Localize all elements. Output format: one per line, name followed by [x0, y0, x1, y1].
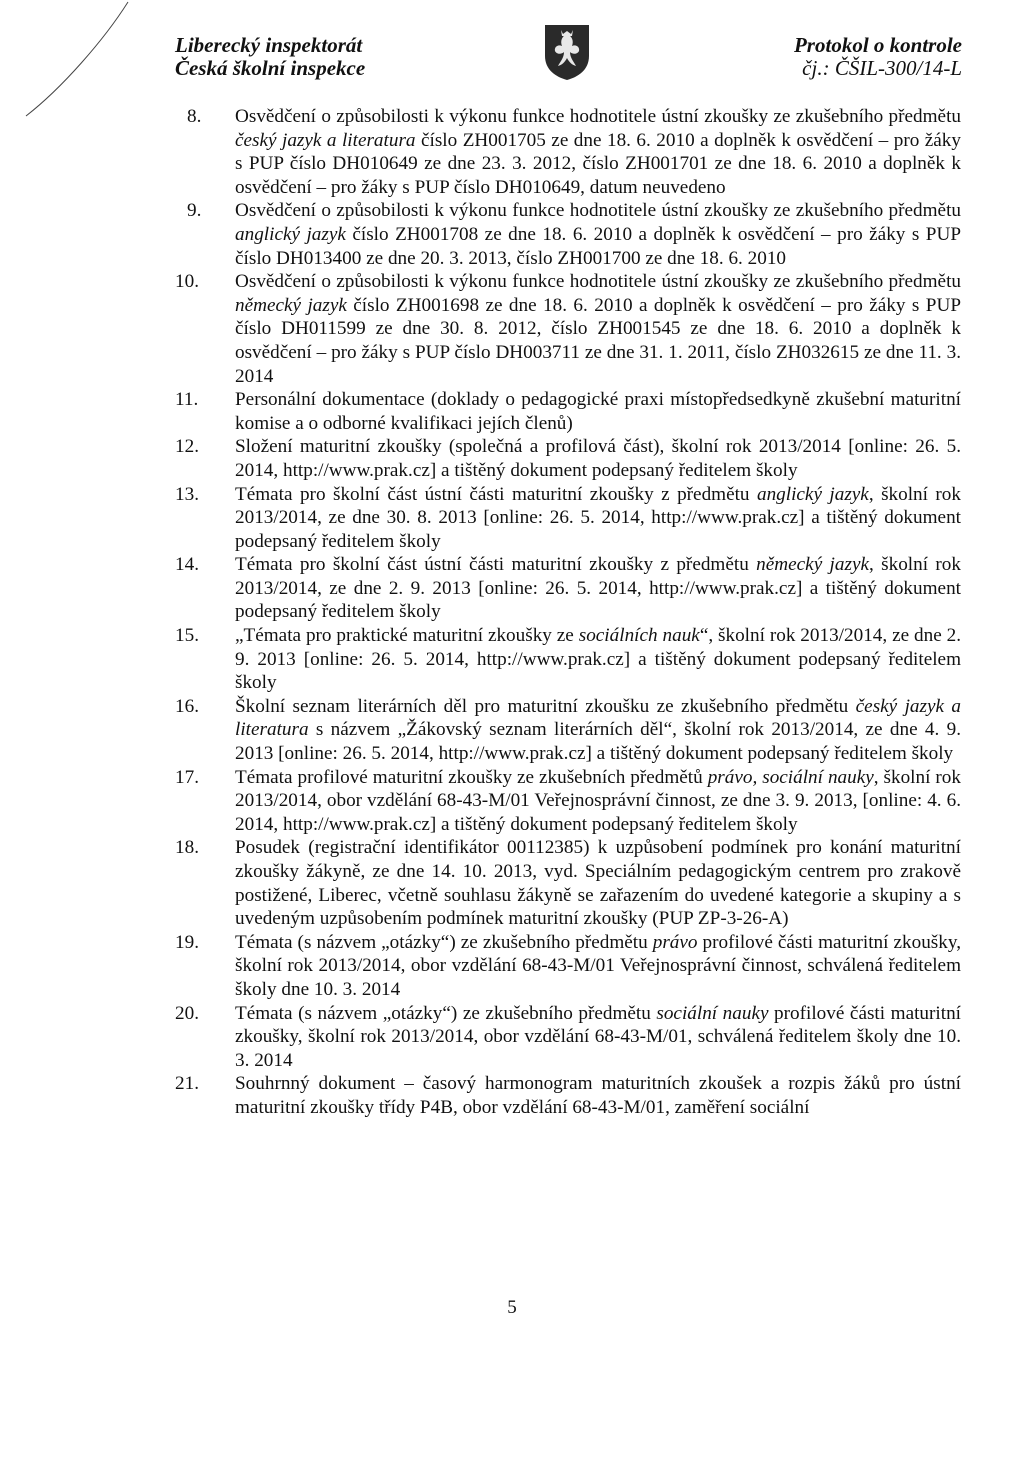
item-number: 12. — [175, 436, 199, 458]
list-item — [175, 766, 961, 837]
item-subject: sociálních nauk — [578, 625, 700, 647]
item-text-rest: s názvem „Žákovský seznam literárních děl“, školní rok 2013/2014, ze dne 4. 9. 2013 [online: 26. 5. 2014, http://www.prak.cz] a tištěný dokument podepsaný ředitelem školy — [235, 719, 961, 765]
item-text: Témata pro školní část ústní části maturitní zkoušky z předmětu — [235, 554, 757, 576]
list-item — [175, 199, 961, 270]
item-text-rest: profilové části maturitní zkoušky, školní rok 2013/2014, obor vzdělání 68-43-M/01, schválená ředitelem školy dne 10. 3. 2014 — [235, 1002, 961, 1071]
list-item — [175, 105, 961, 199]
item-text-rest: číslo ZH001698 ze dne 18. 6. 2010 a doplněk k osvědčení – pro žáky s PUP číslo DH011599 ze dne 30. 8. 2012, číslo ZH001545 ze dne 18. 6. 2010 a doplněk k osvědčení – pro žáky s PUP číslo DH003711 ze dne 31. 1. 2011, číslo ZH032615 ze dne 11. 3. 2014 — [235, 294, 961, 387]
item-text: Složení maturitní zkoušky (společná a profilová část), školní rok 2013/2014 [online: 26. 5. 2014, http://www.prak.cz] a tištěný dokument podepsaný ředitelem školy — [235, 436, 961, 481]
list-item — [175, 931, 961, 1002]
item-text: Souhrnný dokument – časový harmonogram maturitních zkoušek a rozpis žáků pro ústní maturitní zkoušky třídy P4B, obor vzdělání 68-43-M/01, zaměření sociální — [235, 1073, 961, 1118]
item-text: Témata (s názvem „otázky“) ze zkušebního předmětu — [235, 1002, 657, 1024]
item-text-rest: “, školní rok 2013/2014, ze dne 2. 9. 2013 [online: 26. 5. 2014, http://www.prak.cz] a tištěný dokument podepsaný ředitelem školy — [235, 625, 962, 694]
item-subject: anglický jazyk — [235, 223, 346, 245]
protocol-header — [794, 34, 962, 80]
item-text: Osvědčení o způsobilosti k výkonu funkce hodnotitele ústní zkoušky ze zkušebního předmětu — [235, 200, 961, 222]
list-item — [175, 836, 961, 930]
reference-number: čj.: ČŠIL-300/14-L — [802, 56, 962, 80]
item-text: Osvědčení o způsobilosti k výkonu funkce hodnotitele ústní zkoušky ze zkušebního předmětu — [235, 271, 961, 293]
pen-stroke-mark — [0, 0, 160, 120]
list-item — [175, 1072, 961, 1119]
protocol-title: Protokol o kontrole — [793, 33, 962, 57]
item-number: 15. — [175, 625, 199, 647]
item-text: Témata profilové maturitní zkoušky ze zkušebních předmětů — [235, 766, 708, 788]
issuer-line-2: Česká školní inspekce — [175, 56, 366, 80]
item-subject: právo, sociální nauky — [707, 766, 874, 788]
item-number: 17. — [175, 766, 199, 788]
list-item — [175, 553, 961, 624]
item-text-rest: profilové části maturitní zkoušky, školní rok 2013/2014, obor vzdělání 68-43-M/01 Veřejnosprávní činnost, schválená ředitelem školy dne 10. 3. 2014 — [235, 931, 961, 1000]
item-text-rest: , školní rok 2013/2014, obor vzdělání 68-43-M/01 Veřejnosprávní činnost, ze dne 3. 9. 2013, [online: 4. 6. 2014, http://www.prak.cz] a tištěný dokument podepsaný ředitelem školy — [235, 766, 961, 835]
item-subject: německý jazyk — [756, 554, 869, 576]
list-item — [175, 1002, 961, 1073]
list-item — [175, 695, 961, 766]
item-text-rest: , školní rok 2013/2014, ze dne 2. 9. 2013 [online: 26. 5. 2014, http://www.prak.cz] a tištěný dokument podepsaný ředitelem školy — [235, 554, 961, 623]
item-number: 21. — [175, 1073, 199, 1095]
item-number: 9. — [187, 200, 202, 222]
list-item — [175, 388, 961, 435]
item-text: Posudek (registrační identifikátor 00112385) k uzpůsobení podmínek pro konání maturitní zkoušky žákyně, ze dne 14. 10. 2013, vyd. Speciálním pedagogickým centrem pro zrakově postižené, Liberec, včetně souhlasu žákyně se zařazením do uvedené kategorie a skupiny a s uvedeným uzpůsobením podmínek maturitní zkoušky (PUP ZP-3-26-A) — [235, 837, 961, 930]
item-number: 8. — [187, 106, 202, 127]
item-subject: český jazyk a literatura — [235, 695, 961, 741]
issuer-line-1: Liberecký inspektorát — [175, 33, 363, 57]
state-emblem-icon — [542, 22, 592, 82]
item-subject: český jazyk a literatura — [235, 129, 416, 151]
item-number: 14. — [175, 554, 199, 576]
item-text-rest: číslo ZH001708 ze dne 18. 6. 2010 a doplněk k osvědčení – pro žáky s PUP číslo DH013400 ze dne 20. 3. 2013, číslo ZH001700 ze dne 18. 6. 2010 — [235, 223, 961, 269]
item-subject: anglický jazyk — [756, 483, 869, 505]
item-subject: německý jazyk — [235, 294, 347, 316]
item-text: Témata (s názvem „otázky“) ze zkušebního předmětu — [235, 931, 653, 953]
item-subject: právo — [652, 931, 698, 953]
item-text: „Témata pro praktické maturitní zkoušky ze — [235, 625, 579, 647]
item-text: Personální dokumentace (doklady o pedagogické praxi místopředsedkyně zkušební maturitní komise a o odborné kvalifikaci jejích členů) — [235, 389, 961, 434]
issuer-header — [175, 34, 365, 80]
list-item — [175, 270, 961, 388]
item-text: Témata pro školní část ústní části maturitní zkoušky z předmětu — [235, 483, 757, 505]
item-number: 19. — [175, 931, 199, 953]
item-number: 13. — [175, 483, 199, 505]
item-number: 20. — [175, 1002, 199, 1024]
item-number: 10. — [175, 271, 199, 293]
item-subject: sociální nauky — [656, 1002, 769, 1024]
item-text: Školní seznam literárních děl pro maturitní zkoušku ze zkušebního předmětu — [235, 695, 856, 717]
list-item — [175, 483, 961, 554]
item-number: 18. — [175, 837, 199, 859]
page-number: 5 — [507, 1297, 517, 1318]
list-item — [175, 435, 961, 482]
list-item — [175, 624, 961, 695]
item-number: 16. — [175, 695, 199, 717]
item-text: Osvědčení o způsobilosti k výkonu funkce hodnotitele ústní zkoušky ze zkušebního předmětu — [235, 106, 961, 127]
item-text-rest: , školní rok 2013/2014, ze dne 30. 8. 2013 [online: 26. 5. 2014, http://www.prak.cz] a tištěný dokument podepsaný ředitelem školy — [235, 483, 961, 552]
item-number: 11. — [175, 389, 199, 411]
item-text-rest: číslo ZH001705 ze dne 18. 6. 2010 a doplněk k osvědčení – pro žáky s PUP číslo DH010649 ze dne 23. 3. 2012, číslo ZH001701 ze dne 18. 6. 2010 a doplněk k osvědčení – pro žáky s PUP číslo DH010649, datum neuvedeno — [235, 129, 961, 198]
document-list — [175, 105, 961, 1120]
